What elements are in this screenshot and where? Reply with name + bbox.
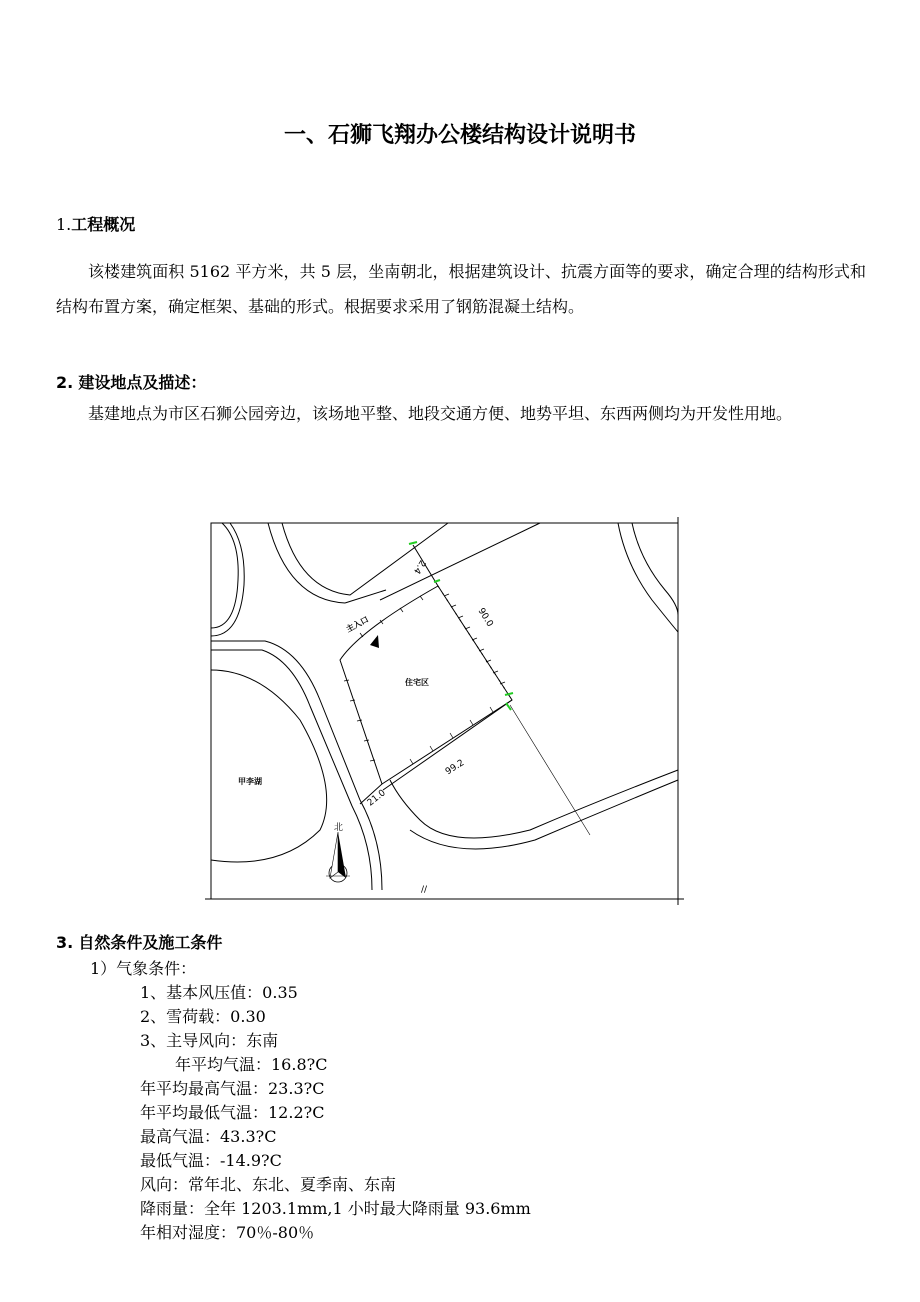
north-label: 北: [334, 823, 344, 833]
page-title: 一、石狮飞翔办公楼结构设计说明书: [283, 123, 636, 148]
section-1-title: 工程概况: [71, 215, 136, 234]
section-3-number: 3.: [56, 933, 74, 952]
weather-item: 降雨量：全年 1203.1mm,1 小时最大降雨量 93.6mm: [140, 1199, 531, 1218]
section-1-body: 该楼建筑面积 5162 平方米，共 5 层，坐南朝北，根据建筑设计、抗震方面等的要求，确定合理的结构形式和结构布置方案，确定框架、基础的形式。根据要求采用了钢筋混凝土结构。: [56, 262, 866, 316]
north-arrow: [326, 832, 350, 882]
section-2-title: 建设地点及描述：: [78, 373, 207, 392]
dim-bottom-label: 99.2: [443, 758, 467, 778]
weather-item: 年相对湿度：70％-80％: [140, 1223, 315, 1242]
weather-item: 最低气温：-14.9?C: [140, 1151, 282, 1170]
weather-item: 1、基本风压值：0.35: [140, 983, 298, 1002]
weather-item: 3、主导风向：东南: [140, 1031, 279, 1050]
dim-top-label: 2.4: [411, 557, 428, 576]
section-3-title: 自然条件及施工条件: [78, 933, 223, 952]
dim-left-label: 21.0: [365, 788, 388, 809]
lake-label: 甲李湖: [238, 777, 262, 786]
entrance-arrow: [370, 635, 379, 648]
dim-right-label: 90.0: [475, 606, 495, 629]
weather-item: 最高气温：43.3?C: [140, 1127, 277, 1146]
site-plan-frame: [211, 523, 678, 899]
section-3-sub-1: 1）气象条件：: [90, 959, 197, 978]
weather-item: 年平均最低气温：12.2?C: [140, 1103, 325, 1122]
zone-label: 住宅区: [405, 678, 429, 687]
weather-item: 2、雪荷载：0.30: [140, 1007, 266, 1026]
section-3-heading: [56, 930, 222, 953]
bottom-mark: //: [421, 885, 428, 895]
section-1-number: 1.: [56, 215, 72, 234]
entrance-label: 主入口: [344, 614, 371, 634]
weather-item: 年平均最高气温：23.3?C: [140, 1079, 325, 1098]
weather-item: 风向：常年北、东北、夏季南、东南: [140, 1175, 397, 1194]
weather-item: 年平均气温：16.8?C: [175, 1055, 328, 1074]
section-2-body: 基建地点为市区石狮公园旁边，该场地平整、地段交通方便、地势平坦、东西两侧均为开发性用地。: [88, 404, 793, 423]
section-2-number: 2.: [56, 373, 74, 392]
